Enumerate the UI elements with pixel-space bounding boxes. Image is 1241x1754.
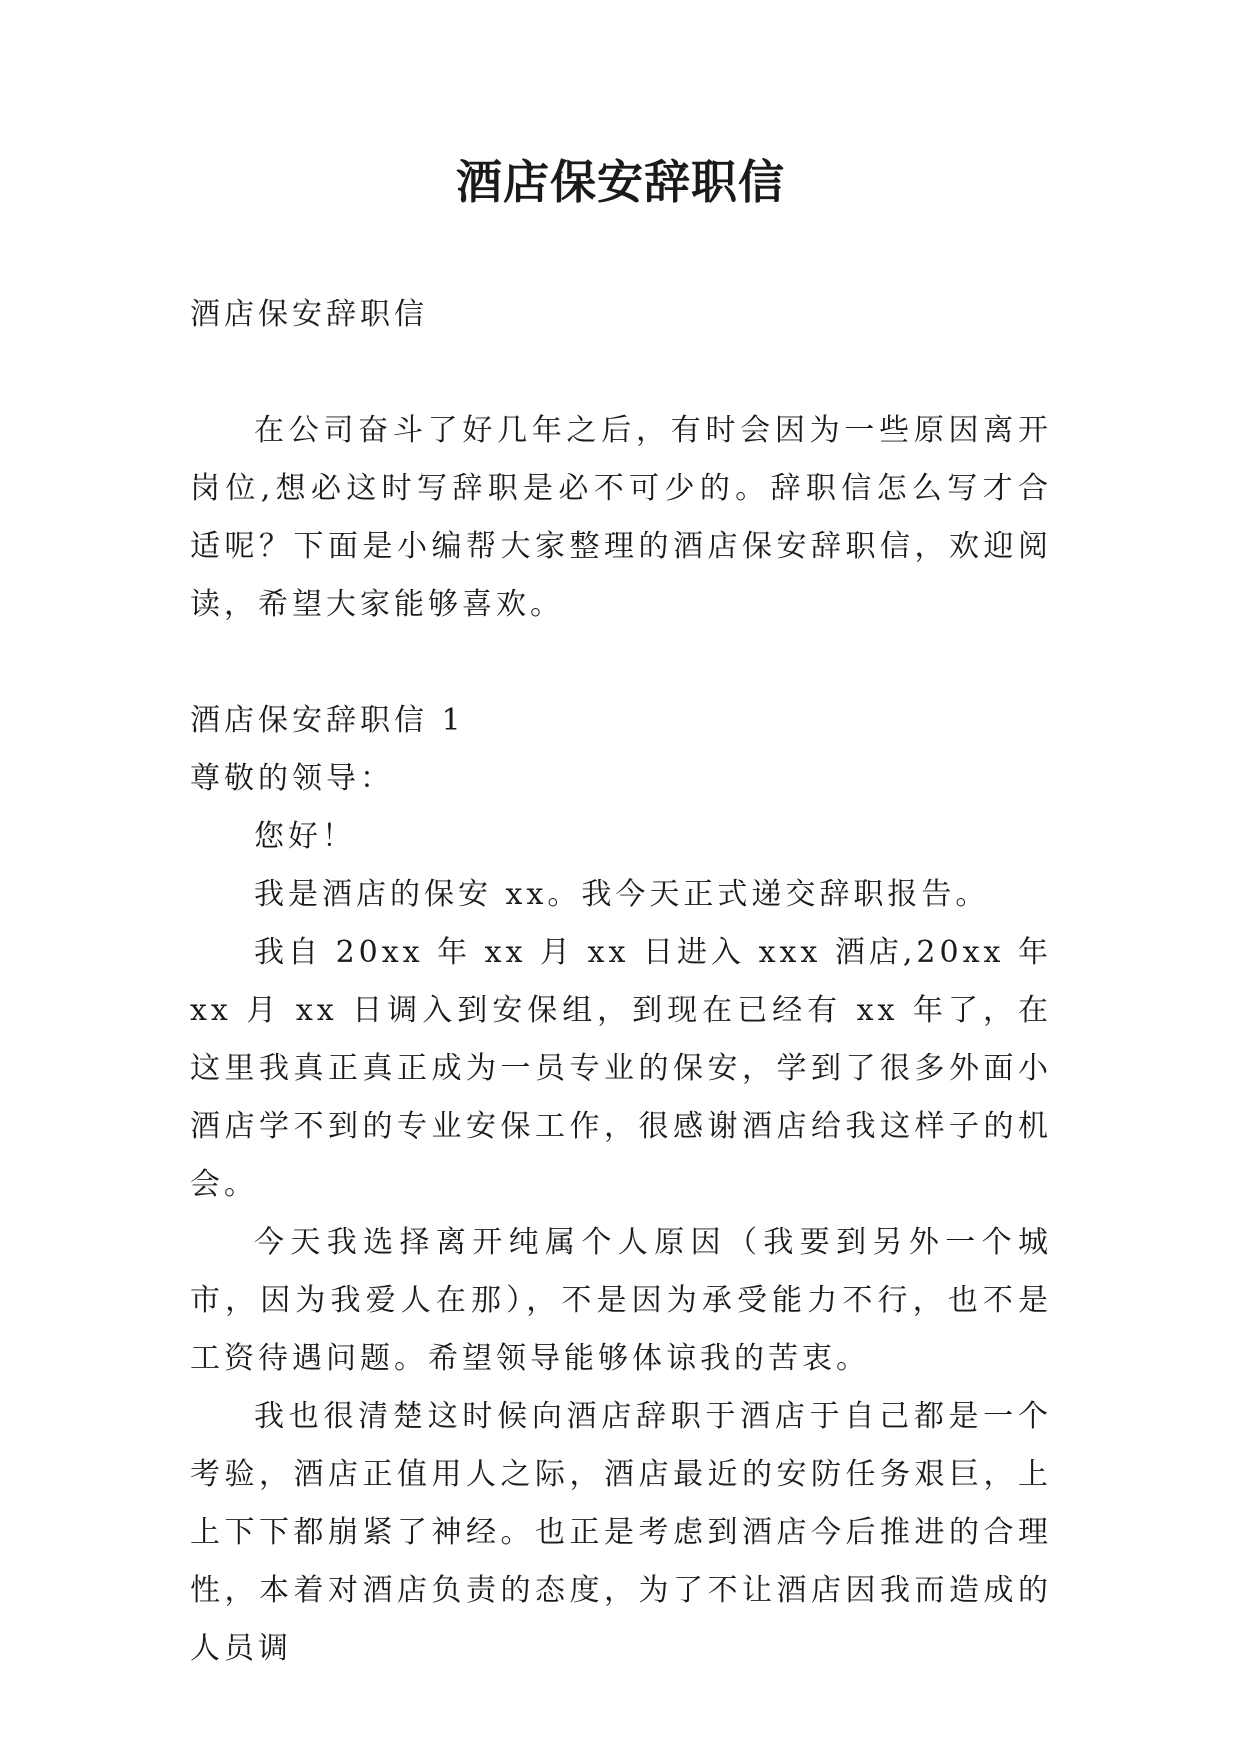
- salutation: 尊敬的领导：: [190, 761, 394, 796]
- body-paragraph: 我是酒店的保安 xx。我今天正式递交辞职报告。: [254, 877, 990, 912]
- body-paragraph: 我也很清楚这时候向酒店辞职于酒店于自己都是一个考验，酒店正值用人之际，酒店最近的安防任务艰巨，上上下下都崩紧了神经。也正是考虑到酒店今后推进的合理性，本着对酒店负责的态度，为了不让酒店因我而造成的人员调: [190, 1399, 1052, 1666]
- document-body: [190, 286, 1052, 1678]
- intro-paragraph: 在公司奋斗了好几年之后，有时会因为一些原因离开岗位,想必这时写辞职是必不可少的。辞职信怎么写才合适呢？下面是小编帮大家整理的酒店保安辞职信，欢迎阅读，希望大家能够喜欢。: [190, 413, 1052, 622]
- body-paragraph: 今天我选择离开纯属个人原因（我要到另外一个城市，因为我爱人在那），不是因为承受能力不行，也不是工资待遇问题。希望领导能够体谅我的苦衷。: [190, 1225, 1052, 1376]
- document-subtitle: 酒店保安辞职信: [190, 297, 428, 332]
- section-heading: 酒店保安辞职信 1: [190, 703, 465, 738]
- greeting: 您好！: [254, 819, 356, 854]
- document-title: 酒店保安辞职信: [456, 155, 785, 209]
- body-paragraph: 我自 20xx 年 xx 月 xx 日进入 xxx 酒店,20xx 年 xx 月 xx 日调入到安保组，到现在已经有 xx 年了，在这里我真正真正成为一员专业的保安，学到了很多外面小酒店学不到的专业安保工作，很感谢酒店给我这样子的机会。: [190, 935, 1052, 1202]
